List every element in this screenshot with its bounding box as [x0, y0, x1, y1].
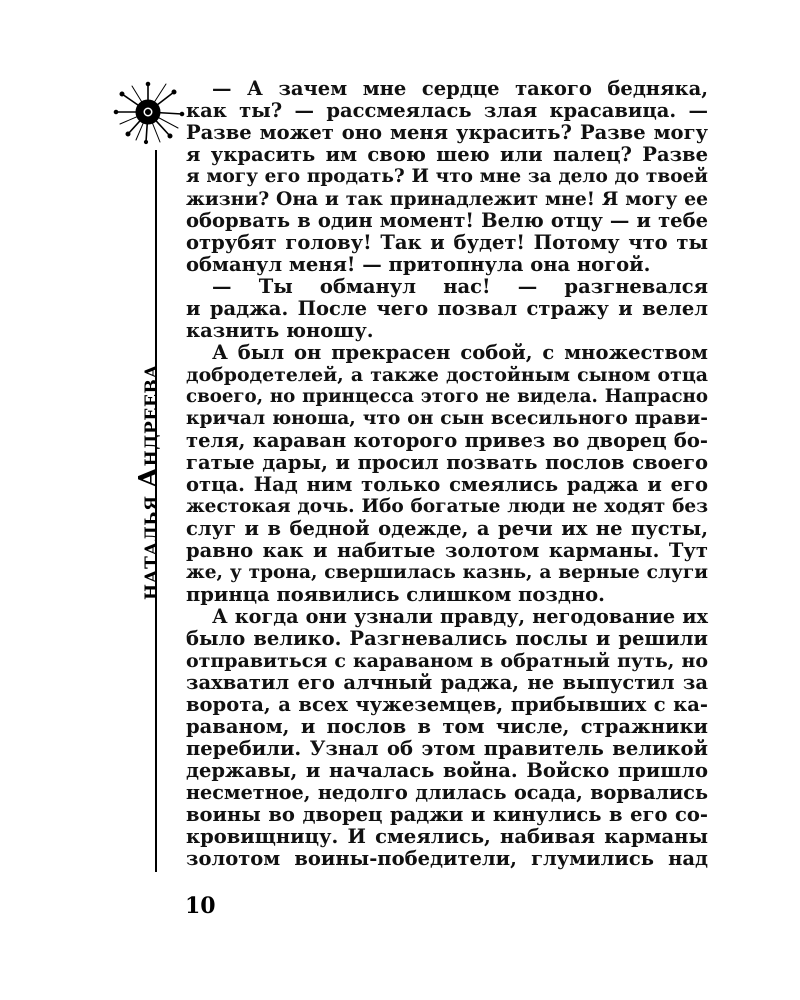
page-number: 10: [185, 893, 216, 919]
text-line: я украсить им свою шею или палец? Разве: [186, 143, 708, 166]
text-line: слуг и в бедной одежде, а речи их не пусты,: [186, 517, 708, 540]
author-name: [134, 364, 164, 600]
text-line: Разве может оно меня украсить? Разве могу: [186, 121, 708, 144]
text-line: [186, 870, 708, 892]
text-line: гатые дары, и просил позвать послов своего: [186, 451, 708, 474]
text-line: оборвать в один момент! Велю отцу — и тебе: [186, 209, 708, 232]
text-line: добродетелей, а также достойным сыном отца: [186, 364, 708, 386]
text-line: жестокая дочь. Ибо богатые люди не ходят без: [186, 496, 708, 517]
flower-ornament-icon: [108, 76, 188, 146]
text-line: раваном, и послов в том числе, стражники: [186, 715, 708, 738]
text-line: принца появились слишком поздно.: [186, 583, 605, 606]
text-line: казнить юношу.: [186, 319, 374, 342]
text-line: я могу его продать? И что мне за дело до твоей: [186, 166, 708, 187]
text-line: воины во дворец раджи и кинулись в его со-: [186, 803, 708, 826]
body-text: [186, 78, 708, 892]
text-line: было велико. Разгневались послы и решили: [186, 627, 708, 650]
text-line: равно как и набитые золотом карманы. Тут: [186, 539, 708, 562]
text-line: отрубят голову! Так и будет! Потому что ты: [186, 231, 708, 254]
text-line: захватил его алчный раджа, не выпустил за: [186, 671, 708, 694]
text-line: обманул меня! — притопнула она ногой.: [186, 253, 651, 276]
text-line: как ты? — рассмеялась злая красавица. —: [186, 99, 708, 122]
text-line: несметное, недолго длилась осада, ворвались: [186, 781, 708, 804]
text-line: — А зачем мне сердце такого бедняка,: [212, 77, 708, 100]
text-line: золотом воины-победители, глумились над: [186, 847, 708, 870]
text-line: перебили. Узнал об этом правитель великой: [186, 737, 708, 760]
text-line: и раджа. После чего позвал стражу и велел: [186, 297, 708, 320]
author-first-name: НАТАЛЬЯ: [142, 495, 162, 600]
text-line: кровищницу. И смеялись, набивая карманы: [186, 825, 708, 848]
text-line: же, у трона, свершилась казнь, а верные слуги: [186, 562, 708, 583]
author-surname-initial: А: [134, 466, 164, 489]
author-surname-rest: НДРЕЕВА: [142, 364, 162, 467]
text-line: ворота, а всех чужеземцев, прибывших с ка-: [186, 693, 708, 716]
text-line: А когда они узнали правду, негодование их: [212, 605, 708, 628]
text-line: кричал юноша, что он сын всесильного прави-: [186, 408, 708, 429]
text-line: — Ты обманул нас! — разгневался: [212, 275, 708, 298]
text-line: державы, и началась война. Войско пришло: [186, 759, 708, 782]
text-line: теля, караван которого привез во дворец бо-: [186, 429, 708, 452]
text-line: отправиться с караваном в обратный путь, но: [186, 650, 708, 672]
text-line: своего, но принцесса этого не видела. Напрасно: [186, 386, 708, 407]
text-line: жизни? Она и так принадлежит мне! Я могу ее: [186, 188, 708, 210]
text-line: А был он прекрасен собой, с множеством: [212, 341, 708, 364]
text-line: отца. Над ним только смеялись раджа и его: [186, 473, 708, 496]
